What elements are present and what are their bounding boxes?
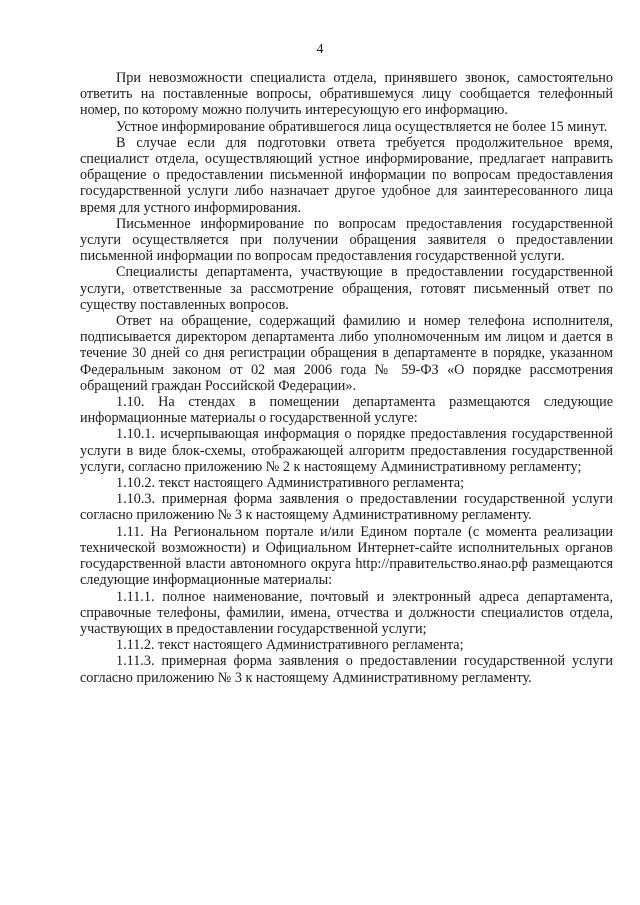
section-1-11: 1.11. На Региональном портале и/или Едином портале (с момента реализации технической возможности) и Официальном Интернет-сайте исполнительных органов государственной власти автономного округа http://правительство.янао.рф размещаются следующие информационные материалы: — [80, 523, 613, 589]
item-1-10-1: 1.10.1. исчерпывающая информация о порядке предоставления государственной услуги в виде блок-схемы, отображающей алгоритм предоставления государственной услуги, согласно приложению № 2 к настоящему Административному регламенту; — [80, 426, 613, 475]
paragraph: Специалисты департамента, участвующие в предоставлении государственной услуги, ответственные за рассмотрение обращения, готовят письменный ответ по существу поставленных вопросов. — [80, 264, 613, 313]
item-1-11-1: 1.11.1. полное наименование, почтовый и электронный адреса департамента, справочные телефоны, фамилии, имена, отчества и должности специалистов отдела, участвующих в предоставлении государственной услуги; — [80, 588, 613, 637]
paragraph: Ответ на обращение, содержащий фамилию и номер телефона исполнителя, подписывается директором департамента либо уполномоченным им лицом и дается в течение 30 дней со дня регистрации обращения в департаменте в порядке, указанном Федеральным законом от 02 мая 2006 года № 59-ФЗ «О порядке рассмотрения обращений граждан Российской Федерации». — [80, 313, 613, 394]
item-1-11-3: 1.11.3. примерная форма заявления о предоставлении государственной услуги согласно приложению № 3 к настоящему Административному регламенту. — [80, 653, 613, 686]
paragraph: Письменное информирование по вопросам предоставления государственной услуги осуществляется при получении обращения заявителя о предоставлении письменной информации по вопросам предоставления государственной услуги. — [80, 215, 613, 265]
page-number: 4 — [316, 42, 324, 57]
paragraph: При невозможности специалиста отдела, принявшего звонок, самостоятельно ответить на поставленные вопросы, обратившемуся лицу сообщается телефонный номер, по которому можно получить интересующую его информацию. — [80, 70, 613, 119]
document-body — [80, 70, 613, 686]
item-1-11-2: 1.11.2. текст настоящего Административного регламента; — [116, 637, 464, 654]
section-1-10: 1.10. На стендах в помещении департамента размещаются следующие информационные материалы о государственной услуге: — [80, 394, 613, 427]
item-1-10-2: 1.10.2. текст настоящего Административного регламента; — [116, 475, 465, 492]
paragraph: Устное информирование обратившегося лица осуществляется не более 15 минут. — [116, 118, 608, 135]
paragraph: В случае если для подготовки ответа требуется продолжительное время, специалист отдела, осуществляющий устное информирование, предлагает направить обращение о предоставлении письменной информации по вопросам предоставления государственной услуги либо назначает другое удобное для заинтересованного лица время для устного информирования. — [80, 134, 613, 216]
item-1-10-3: 1.10.3. примерная форма заявления о предоставлении государственной услуги согласно приложению № 3 к настоящему Административному регламенту. — [80, 491, 613, 524]
